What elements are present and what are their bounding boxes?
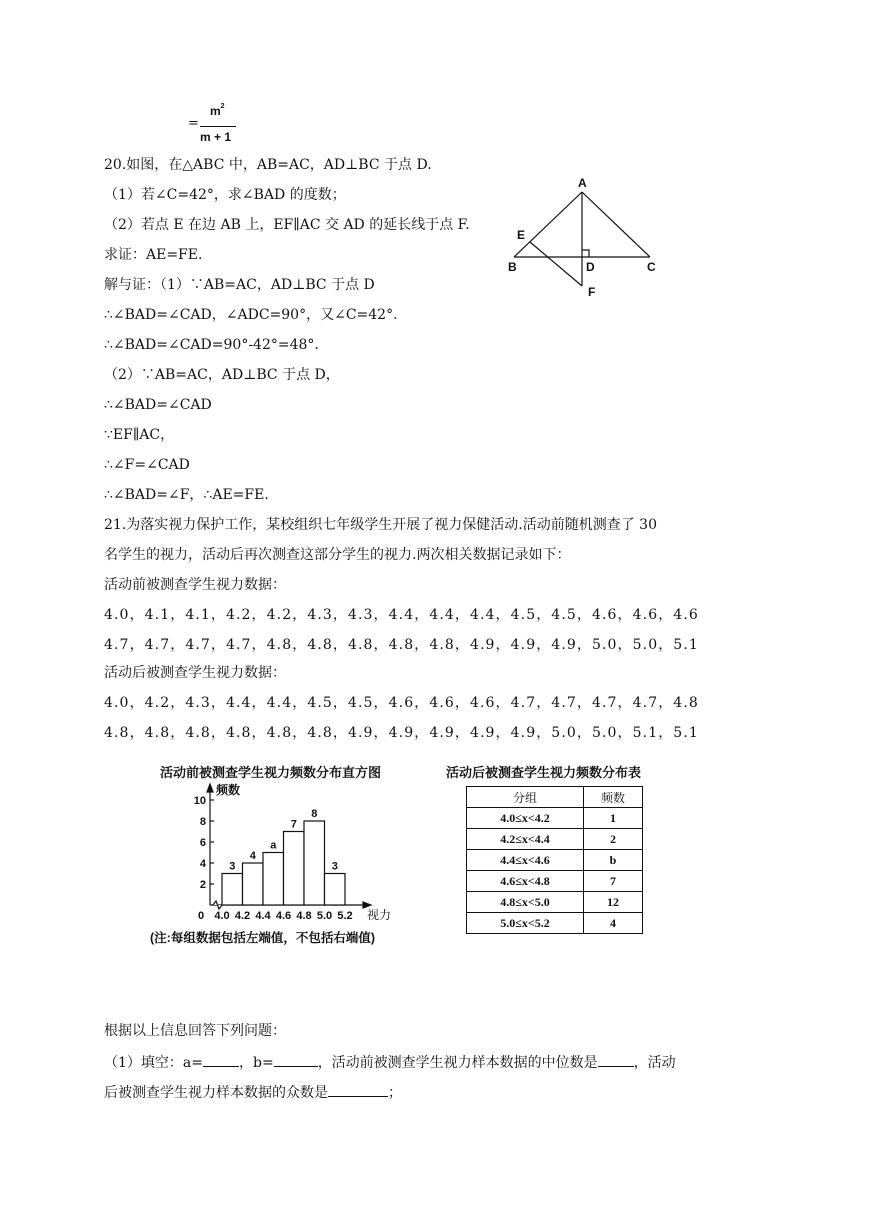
numerator-exponent: 2 <box>220 103 225 110</box>
fraction-denominator: m + 1 <box>200 130 232 144</box>
table-row <box>467 892 643 913</box>
x-tick-label: 4.0 <box>214 910 230 922</box>
q20-solution-line-1: 解与证：（1）∵AB=AC，AD⊥BC 于点 D <box>104 277 375 293</box>
histogram-bar <box>325 874 346 906</box>
answer-2-mode-label: 后被测查学生视力样本数据的众数是 <box>104 1085 328 1101</box>
bar-data-label: a <box>270 839 277 852</box>
histogram-bar <box>243 863 264 905</box>
y-axis-arrow <box>207 784 213 792</box>
table-cell-group: 4.8≤x<5.0 <box>467 892 584 913</box>
table-row <box>467 829 643 850</box>
label-b: B <box>508 260 517 274</box>
blank-b[interactable] <box>274 1052 318 1067</box>
bar-data-label: 7 <box>290 818 297 831</box>
y-tick-label: 8 <box>199 816 206 828</box>
bar-data-label: 8 <box>311 808 318 820</box>
table-cell-group: 4.2≤x<4.4 <box>467 829 584 850</box>
blank-a[interactable] <box>203 1052 239 1067</box>
answer-2-suffix: ； <box>388 1085 402 1101</box>
histogram-bar <box>263 853 284 906</box>
q20-part1: （1）若∠C=42°，求∠BAD 的度数； <box>104 187 346 203</box>
fraction-numerator <box>210 104 225 118</box>
table-row <box>467 808 643 829</box>
table-title: 活动后被测查学生视力频数分布表 <box>446 765 642 780</box>
q20-part2: （2）若点 E 在边 AB 上，EF∥AC 交 AD 的延长线于点 F. <box>104 217 470 233</box>
q20-solution-line-4: （2）∵AB=AC，AD⊥BC 于点 D， <box>104 367 340 383</box>
answer-1-median-label: ，活动前被测查学生视力样本数据的中位数是 <box>317 1055 598 1071</box>
bar-data-label: 3 <box>229 860 236 873</box>
answer-1-suffix: ，活动 <box>633 1055 676 1071</box>
blank-median[interactable] <box>598 1052 634 1067</box>
q20-prove: 求证：AE=FE. <box>104 247 203 263</box>
label-f: F <box>588 285 596 299</box>
bar-data-label: 3 <box>331 860 338 873</box>
origin-label: 0 <box>198 910 205 922</box>
histogram-note: (注:每组数据包括左端值，不包括右端值) <box>150 931 375 945</box>
table-header-group: 分组 <box>467 787 584 808</box>
axis-break-mark <box>213 901 222 909</box>
q21-intro-2: 名学生的视力，活动后再次测查这部分学生的视力.两次相关数据记录如下： <box>104 547 571 563</box>
table-cell-group: 4.6≤x<4.8 <box>467 871 584 892</box>
x-tick-label: 5.2 <box>337 910 353 922</box>
q21-before-row-2: 4.7，4.7，4.7，4.7，4.8，4.8，4.8，4.8，4.8，4.9，4.9，4.9，5.0，5.0，5.1 <box>104 637 699 653</box>
answer-line-1 <box>104 1052 676 1072</box>
table-row <box>467 850 643 871</box>
q20-solution-line-5: ∴∠BAD=∠CAD <box>104 397 212 413</box>
q20-stem: 20.如图，在△ABC 中，AB=AC，AD⊥BC 于点 D. <box>104 157 432 173</box>
table-row <box>467 913 643 934</box>
histogram-bar <box>222 874 243 906</box>
numerator-base: m <box>210 104 221 118</box>
q20-solution-line-6: ∵EF∥AC， <box>104 427 175 443</box>
q21-before-row-1: 4.0，4.1，4.1，4.2，4.2，4.3，4.3，4.4，4.4，4.4，4.5，4.5，4.6，4.6，4.6 <box>104 607 699 623</box>
histogram-title: 活动前被测查学生视力频数分布直方图 <box>160 765 382 780</box>
y-tick-label: 6 <box>199 837 206 849</box>
answer-1-prefix: （1）填空：a= <box>104 1055 203 1071</box>
x-tick-label: 4.2 <box>234 910 251 922</box>
table-row <box>467 871 643 892</box>
x-tick-label: 4.4 <box>255 910 271 922</box>
frequency-table <box>466 786 643 934</box>
x-tick-label: 4.6 <box>275 910 292 922</box>
answer-1-b-label: ，b= <box>238 1055 274 1071</box>
fraction-bar <box>200 126 236 127</box>
q21-after-row-2: 4.8，4.8，4.8，4.8，4.8，4.8，4.9，4.9，4.9，4.9，4.9，5.0，5.0，5.1，5.1 <box>104 725 699 741</box>
table-header-row <box>467 787 643 808</box>
x-axis-label: 视力 <box>367 908 392 922</box>
table-header-freq: 频数 <box>584 787 643 808</box>
q21-after-title: 活动后被测查学生视力数据： <box>104 665 286 681</box>
q21-intro-1: 21.为落实视力保护工作，某校组织七年级学生开展了视力保健活动.活动前随机测查了 30 <box>104 517 657 533</box>
table-cell-freq: 2 <box>584 829 643 850</box>
table-cell-freq: b <box>584 850 643 871</box>
x-tick-label: 4.8 <box>296 910 312 922</box>
histogram-bar <box>304 821 325 905</box>
q20-solution-line-2: ∴∠BAD=∠CAD，∠ADC=90°，又∠C=42°. <box>104 307 398 323</box>
q20-solution-line-7: ∴∠F=∠CAD <box>104 457 190 473</box>
y-axis-label: 频数 <box>216 783 241 797</box>
table-cell-group: 4.4≤x<4.6 <box>467 850 584 871</box>
blank-mode[interactable] <box>328 1082 388 1097</box>
x-tick-label: 5.0 <box>316 910 333 922</box>
q21-after-row-1: 4.0，4.2，4.3，4.4，4.4，4.5，4.5，4.6，4.6，4.6，4.7，4.7，4.7，4.7，4.8 <box>104 695 699 711</box>
bar-data-label: 4 <box>249 850 256 862</box>
q20-solution-line-3: ∴∠BAD=∠CAD=90°-42°=48°. <box>104 337 319 353</box>
label-d: D <box>586 260 595 274</box>
y-tick-label: 2 <box>199 879 206 891</box>
answer-line-2 <box>104 1082 402 1102</box>
table-cell-group: 4.0≤x<4.2 <box>467 808 584 829</box>
label-a: A <box>578 176 587 190</box>
table-cell-freq: 7 <box>584 871 643 892</box>
fraction-expression <box>188 104 248 148</box>
label-e: E <box>517 228 526 242</box>
histogram-bar <box>284 832 305 906</box>
right-angle-mark <box>582 250 589 257</box>
segment-ab <box>514 192 582 257</box>
equals-sign: = <box>188 116 199 131</box>
table-cell-freq: 1 <box>584 808 643 829</box>
answer-intro: 根据以上信息回答下列问题： <box>104 1023 286 1039</box>
table-cell-freq: 4 <box>584 913 643 934</box>
histogram-chart <box>170 780 430 925</box>
table-cell-group: 5.0≤x<5.2 <box>467 913 584 934</box>
q21-before-title: 活动前被测查学生视力数据： <box>104 577 286 593</box>
triangle-figure <box>500 172 670 302</box>
segment-ac <box>582 192 650 257</box>
label-c: C <box>647 260 656 274</box>
segment-ef <box>530 242 582 286</box>
y-tick-label: 4 <box>199 858 206 870</box>
table-cell-freq: 12 <box>584 892 643 913</box>
q20-solution-line-8: ∴∠BAD=∠F，∴AE=FE. <box>104 487 269 503</box>
y-tick-label: 10 <box>193 795 206 807</box>
